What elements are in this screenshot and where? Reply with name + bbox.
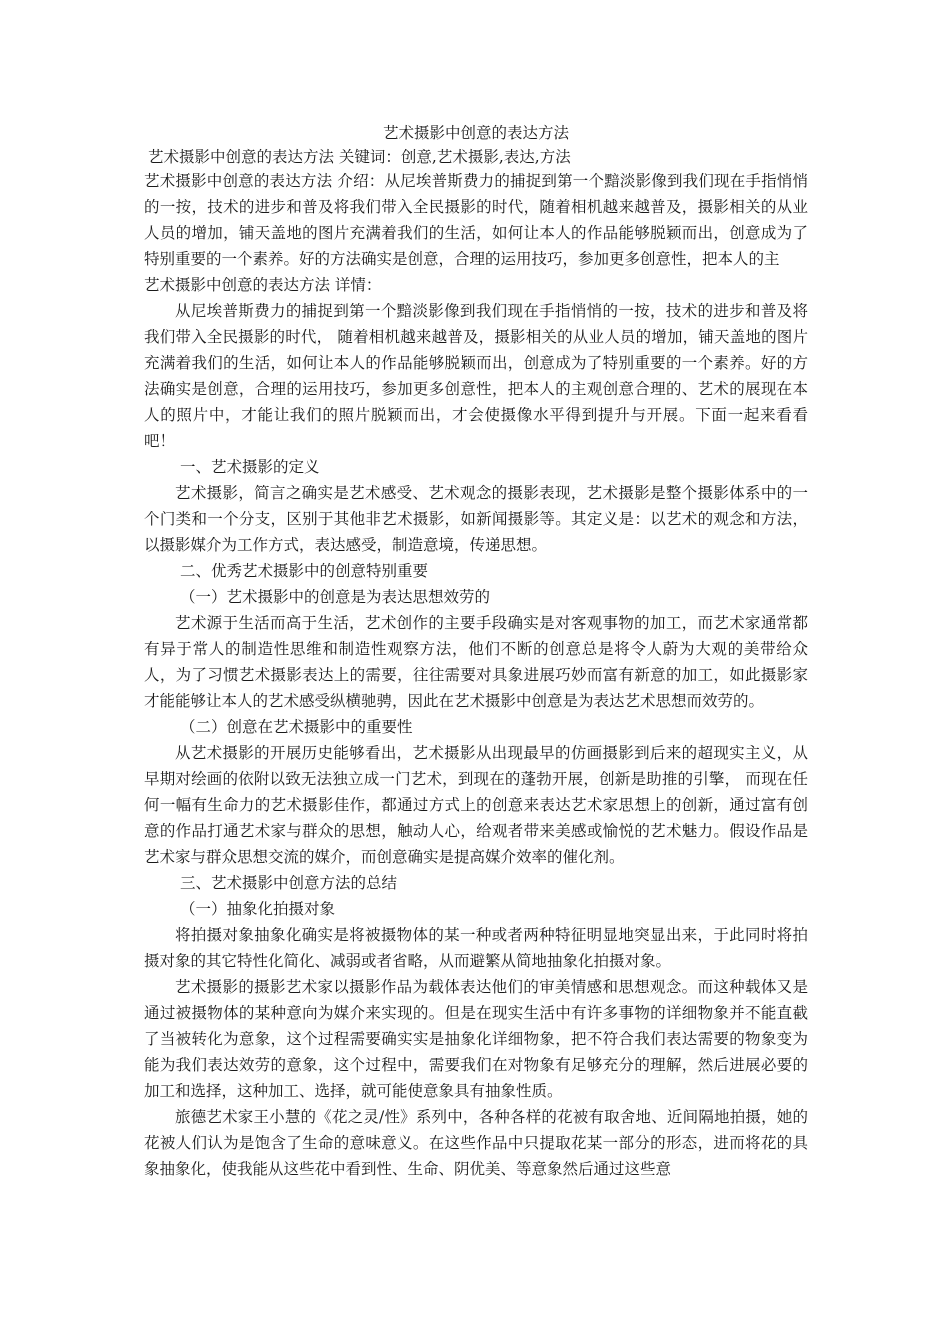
subsection-heading: （一）艺术摄影中的创意是为表达思想效劳的: [180, 588, 491, 606]
subsection-heading: （一）抽象化拍摄对象: [180, 900, 336, 918]
body-paragraph: 艺术源于生活而高于生活，艺术创作的主要手段确实是对客观事物的加工，而艺术家通常都有异于常人的制造性思维和制造性观察方法，他们不断的创意总是将令人蔚为大观的美带给众人，为了习惯艺术摄影表达上的需要，往往需要对具象进展巧妙而富有新意的加工，如此摄影家才能能够让本人的艺术感受纵横驰骋，因此在艺术摄影中创意是为表达艺术思想而效劳的。: [144, 614, 808, 710]
document-page: [144, 122, 808, 1182]
body-paragraph: 从艺术摄影的开展历史能够看出，艺术摄影从出现最早的仿画摄影到后来的超现实主义，从早期对绘画的依附以致无法独立成一门艺术，到现在的蓬勃开展，创新是助推的引擎， 而现在任何一幅有生命力的艺术摄影佳作，都通过方式上的创意来表达艺术家思想上的创新，通过富有创意的作品打通艺术家与群众的思想，触动人心，给观者带来美感或愉悦的艺术魅力。假设作品是艺术家与群众思想交流的媒介，而创意确实是提高媒介效率的催化剂。: [144, 744, 808, 866]
body-paragraph: 艺术摄影的摄影艺术家以摄影作品为载体表达他们的审美情感和思想观念。而这种载体又是通过被摄物体的某种意向为媒介来实现的。但是在现实生活中有许多事物的详细物象并不能直截了当被转化为意象，这个过程需要确实实是抽象化详细物象，把不符合我们表达需要的物象变为能为我们表达效劳的意象，这个过程中，需要我们在对物象有足够充分的理解，然后进展必要的加工和选择，这种加工、选择，就可能使意象具有抽象性质。: [144, 978, 808, 1100]
section-heading: 二、优秀艺术摄影中的创意特别重要: [180, 562, 429, 580]
section-heading: 三、艺术摄影中创意方法的总结: [180, 874, 398, 892]
body-paragraph: 从尼埃普斯费力的捕捉到第一个黯淡影像到我们现在手指悄悄的一按，技术的进步和普及将我们带入全民摄影的时代， 随着相机越来越普及，摄影相关的从业人员的增加，铺天盖地的图片充满着我们的生活，如何让本人的作品能够脱颖而出，创意成为了特别重要的一个素养。好的方法确实是创意，合理的运用技巧，参加更多创意性，把本人的主观创意合理的、艺术的展现在本人的照片中，才能让我们的照片脱颖而出，才会使摄像水平得到提升与开展。下面一起来看看吧！: [144, 302, 808, 450]
section-heading: 一、艺术摄影的定义: [180, 458, 320, 476]
body-paragraph: 旅德艺术家王小慧的《花之灵/性》系列中，各种各样的花被有取舍地、近间隔地拍摄，她的花被人们认为是饱含了生命的意味意义。在这些作品中只提取花某一部分的形态，进而将花的具象抽象化，使我能从这些花中看到性、生命、阴优美、等意象然后通过这些意: [144, 1108, 808, 1178]
detail-heading: 艺术摄影中创意的表达方法 详情：: [144, 276, 382, 294]
body-paragraph: 将拍摄对象抽象化确实是将被摄物体的某一种或者两种特征明显地突显出来，于此同时将拍摄对象的其它特性化简化、减弱或者省略，从而避繁从简地抽象化拍摄对象。: [144, 926, 808, 970]
body-paragraph: 艺术摄影，简言之确实是艺术感受、艺术观念的摄影表现，艺术摄影是整个摄影体系中的一个门类和一个分支，区别于其他非艺术摄影，如新闻摄影等。其定义是：以艺术的观念和方法，以摄影媒介为工作方式，表达感受，制造意境，传递思想。: [144, 484, 808, 554]
keywords-line: 艺术摄影中创意的表达方法 关键词：创意,艺术摄影,表达,方法: [148, 148, 571, 166]
document-title: 艺术摄影中创意的表达方法: [382, 124, 569, 142]
subsection-heading: （二）创意在艺术摄影中的重要性: [180, 718, 413, 736]
intro-paragraph: 艺术摄影中创意的表达方法 介绍：从尼埃普斯费力的捕捉到第一个黯淡影像到我们现在手指悄悄的一按，技术的进步和普及将我们带入全民摄影的时代，随着相机越来越普及，摄影相关的从业人员的增加，铺天盖地的图片充满着我们的生活，如何让本人的作品能够脱颖而出，创意成为了特别重要的一个素养。好的方法确实是创意，合理的运用技巧，参加更多创意性，把本人的主: [144, 172, 808, 268]
